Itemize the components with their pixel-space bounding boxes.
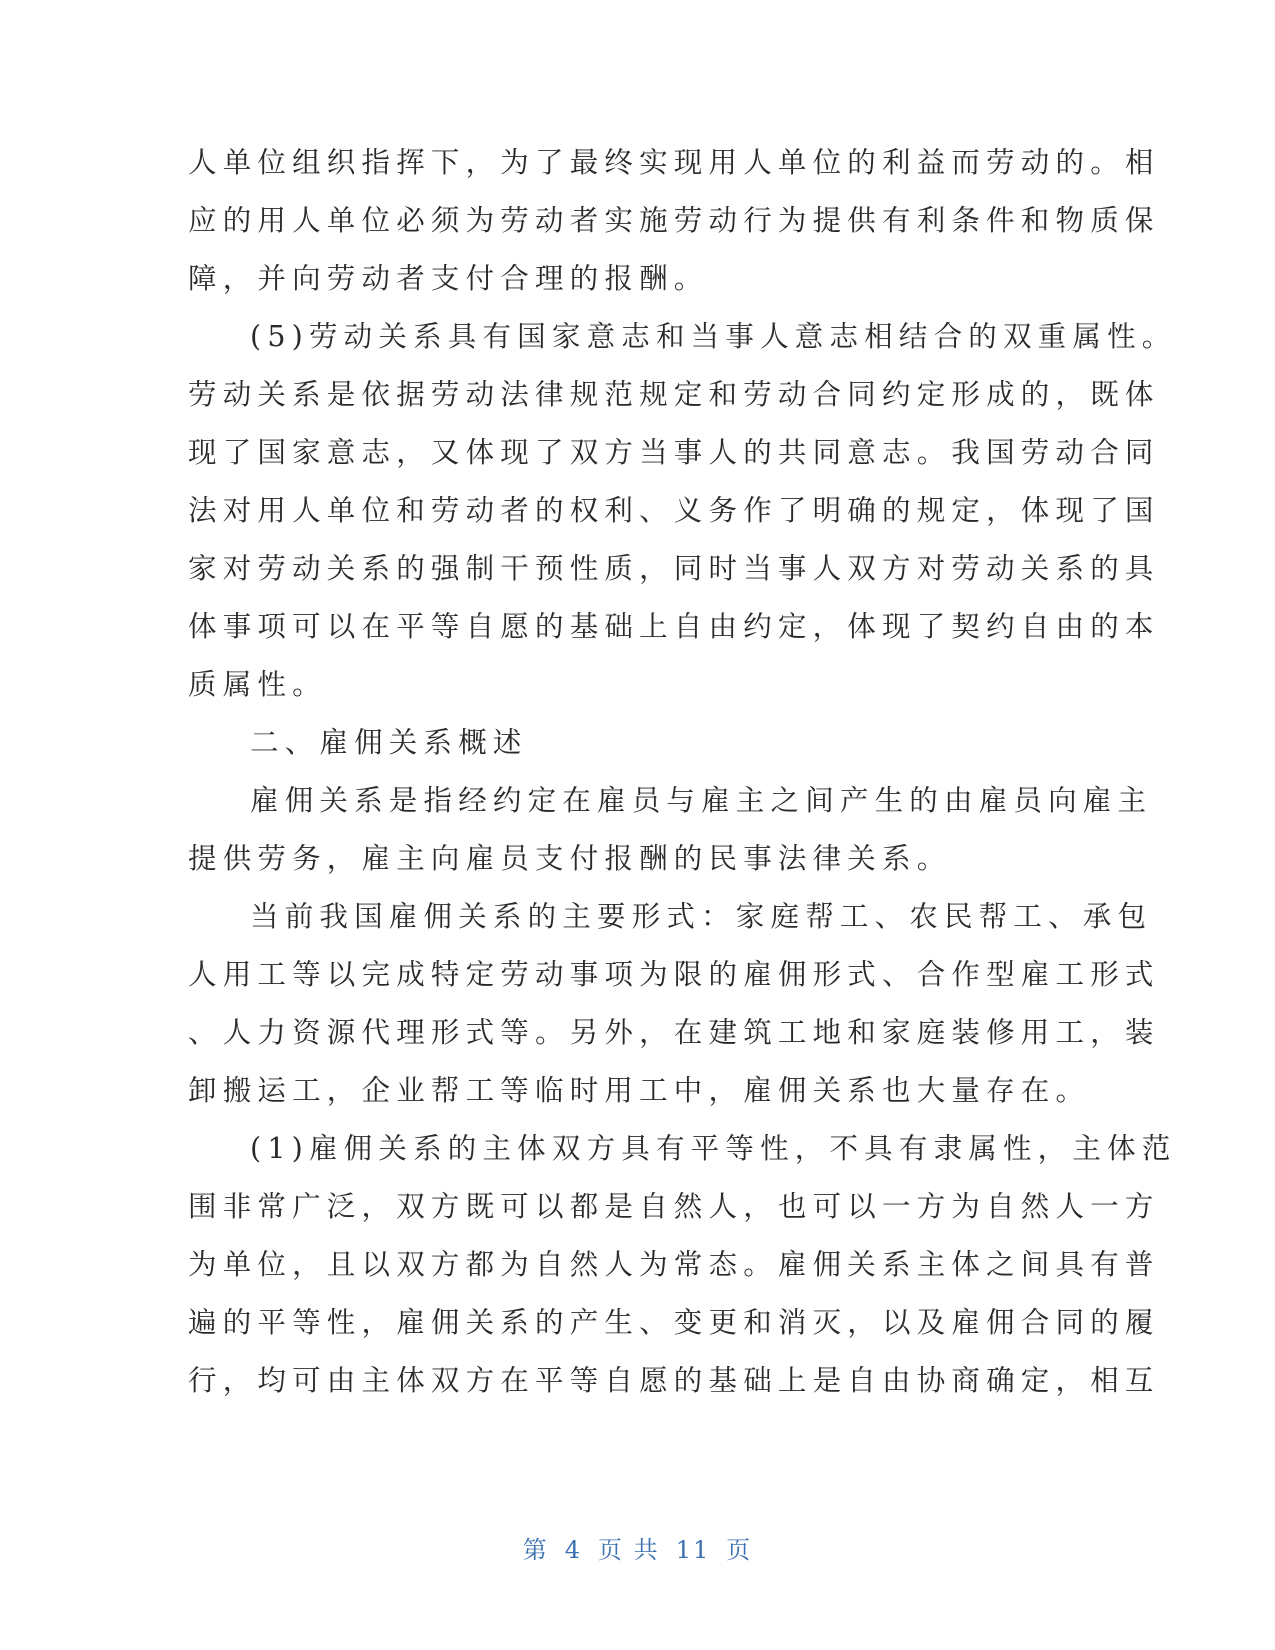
body-line: 现了国家意志，又体现了双方当事人的共同意志。我国劳动合同 — [188, 436, 1160, 469]
body-line: 人用工等以完成特定劳动事项为限的雇佣形式、合作型雇工形式 — [188, 958, 1160, 991]
footer-label-page: 第 — [522, 1536, 549, 1564]
body-line: 体事项可以在平等自愿的基础上自由约定，体现了契约自由的本 — [188, 610, 1160, 643]
body-line: 法对用人单位和劳动者的权利、义务作了明确的规定，体现了国 — [188, 494, 1160, 527]
body-line: 卸搬运工，企业帮工等临时用工中，雇佣关系也大量存在。 — [188, 1074, 1091, 1107]
body-line: 行，均可由主体双方在平等自愿的基础上是自由协商确定，相互 — [188, 1364, 1160, 1397]
footer-label-of: 页 共 — [598, 1536, 660, 1564]
body-line: 家对劳动关系的强制干预性质，同时当事人双方对劳动关系的具 — [188, 552, 1160, 585]
footer-current-page: 4 — [564, 1536, 583, 1564]
page-footer — [0, 1530, 1275, 1570]
section-heading: 二、雇佣关系概述 — [250, 726, 528, 759]
body-line: 围非常广泛，双方既可以都是自然人，也可以一方为自然人一方 — [188, 1190, 1160, 1223]
paragraph-first-line: 当前我国雇佣关系的主要形式：家庭帮工、农民帮工、承包 — [250, 900, 1153, 933]
body-line: 、人力资源代理形式等。另外，在建筑工地和家庭装修用工，装 — [188, 1016, 1160, 1049]
body-line: 障，并向劳动者支付合理的报酬。 — [188, 262, 709, 295]
paragraph-first-line: (1)雇佣关系的主体双方具有平等性，不具有隶属性，主体范 — [250, 1132, 1177, 1165]
footer-label-end: 页 — [726, 1536, 753, 1564]
body-line: 人单位组织指挥下，为了最终实现用人单位的利益而劳动的。相 — [188, 146, 1160, 179]
paragraph-first-line: 雇佣关系是指经约定在雇员与雇主之间产生的由雇员向雇主 — [250, 784, 1153, 817]
body-line: 质属性。 — [188, 668, 327, 701]
body-line: 遍的平等性，雇佣关系的产生、变更和消灭，以及雇佣合同的履 — [188, 1306, 1160, 1339]
paragraph-first-line: (5)劳动关系具有国家意志和当事人意志相结合的双重属性。 — [250, 320, 1177, 353]
body-line: 劳动关系是依据劳动法律规范规定和劳动合同约定形成的，既体 — [188, 378, 1160, 411]
footer-total-pages: 11 — [675, 1536, 711, 1564]
body-line: 提供劳务，雇主向雇员支付报酬的民事法律关系。 — [188, 842, 952, 875]
body-line: 应的用人单位必须为劳动者实施劳动行为提供有利条件和物质保 — [188, 204, 1160, 237]
body-line: 为单位，且以双方都为自然人为常态。雇佣关系主体之间具有普 — [188, 1248, 1160, 1281]
